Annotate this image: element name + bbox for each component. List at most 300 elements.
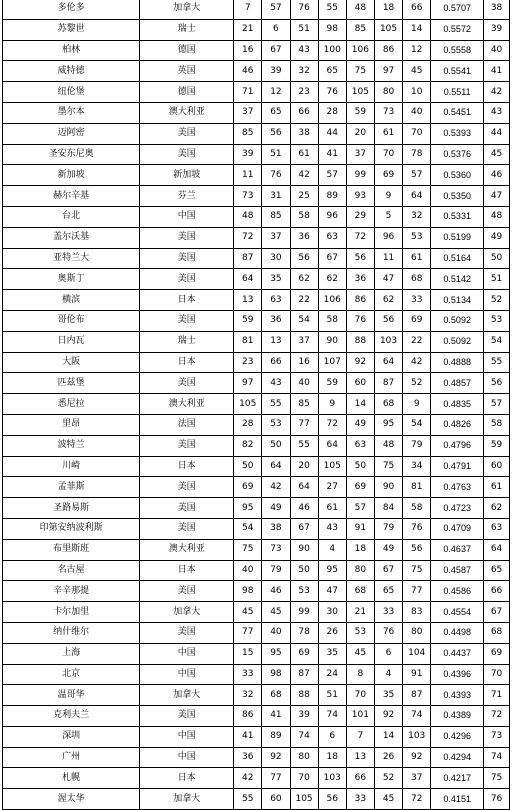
indicator-1-cell: 98 bbox=[234, 581, 262, 602]
indicator-3-cell: 66 bbox=[290, 102, 318, 123]
indicator-6-cell: 68 bbox=[374, 394, 402, 415]
indicator-6-cell: 79 bbox=[374, 518, 402, 539]
rank-cell: 76 bbox=[484, 789, 510, 810]
indicator-6-cell: 61 bbox=[374, 123, 402, 144]
rank-cell: 73 bbox=[484, 726, 510, 747]
indicator-5-cell: 99 bbox=[346, 165, 374, 186]
rank-cell: 53 bbox=[484, 310, 510, 331]
rank-cell: 38 bbox=[484, 0, 510, 19]
indicator-5-cell: 105 bbox=[346, 82, 374, 103]
indicator-7-cell: 69 bbox=[403, 310, 431, 331]
city-cell: 深圳 bbox=[3, 726, 140, 747]
indicator-1-cell: 86 bbox=[234, 706, 262, 727]
indicator-1-cell: 50 bbox=[234, 456, 262, 477]
indicator-7-cell: 64 bbox=[403, 186, 431, 207]
city-cell: 上海 bbox=[3, 643, 140, 664]
indicator-7-cell: 42 bbox=[403, 352, 431, 373]
table-row bbox=[3, 102, 510, 123]
score-cell: 0.5164 bbox=[431, 248, 484, 269]
score-cell: 0.4587 bbox=[431, 560, 484, 581]
indicator-7-cell: 53 bbox=[403, 227, 431, 248]
indicator-1-cell: 15 bbox=[234, 643, 262, 664]
indicator-7-cell: 75 bbox=[403, 560, 431, 581]
city-cell: 纳什维尔 bbox=[3, 622, 140, 643]
country-cell: 美国 bbox=[140, 498, 234, 519]
indicator-7-cell: 58 bbox=[403, 498, 431, 519]
country-cell: 美国 bbox=[140, 269, 234, 290]
table-row bbox=[3, 685, 510, 706]
city-cell: 辛辛那提 bbox=[3, 581, 140, 602]
table-row bbox=[3, 456, 510, 477]
indicator-4-cell: 105 bbox=[318, 456, 346, 477]
indicator-4-cell: 28 bbox=[318, 102, 346, 123]
indicator-7-cell: 12 bbox=[403, 40, 431, 61]
indicator-2-cell: 37 bbox=[262, 227, 290, 248]
indicator-4-cell: 100 bbox=[318, 40, 346, 61]
indicator-3-cell: 50 bbox=[290, 560, 318, 581]
indicator-4-cell: 24 bbox=[318, 664, 346, 685]
city-cell: 奥斯丁 bbox=[3, 269, 140, 290]
indicator-7-cell: 37 bbox=[403, 768, 431, 789]
city-cell: 纽伦堡 bbox=[3, 82, 140, 103]
city-cell: 迈阿密 bbox=[3, 123, 140, 144]
indicator-6-cell: 84 bbox=[374, 498, 402, 519]
indicator-5-cell: 48 bbox=[346, 0, 374, 19]
city-cell: 圣安东尼奥 bbox=[3, 144, 140, 165]
indicator-5-cell: 50 bbox=[346, 456, 374, 477]
score-cell: 0.4437 bbox=[431, 643, 484, 664]
indicator-3-cell: 40 bbox=[290, 373, 318, 394]
city-cell: 威特徳 bbox=[3, 61, 140, 82]
indicator-3-cell: 37 bbox=[290, 331, 318, 352]
country-cell: 美国 bbox=[140, 706, 234, 727]
indicator-7-cell: 45 bbox=[403, 61, 431, 82]
table-row bbox=[3, 706, 510, 727]
rank-cell: 52 bbox=[484, 290, 510, 311]
country-cell: 中国 bbox=[140, 747, 234, 768]
indicator-6-cell: 70 bbox=[374, 144, 402, 165]
indicator-5-cell: 85 bbox=[346, 19, 374, 40]
table-row bbox=[3, 768, 510, 789]
score-cell: 0.5360 bbox=[431, 165, 484, 186]
country-cell: 日本 bbox=[140, 352, 234, 373]
city-cell: 名古屋 bbox=[3, 560, 140, 581]
indicator-3-cell: 90 bbox=[290, 539, 318, 560]
country-cell: 美国 bbox=[140, 518, 234, 539]
indicator-1-cell: 64 bbox=[234, 269, 262, 290]
indicator-1-cell: 75 bbox=[234, 539, 262, 560]
indicator-6-cell: 95 bbox=[374, 414, 402, 435]
indicator-7-cell: 66 bbox=[403, 0, 431, 19]
score-cell: 0.5092 bbox=[431, 331, 484, 352]
country-cell: 中国 bbox=[140, 206, 234, 227]
indicator-1-cell: 21 bbox=[234, 19, 262, 40]
indicator-3-cell: 88 bbox=[290, 685, 318, 706]
table-row bbox=[3, 331, 510, 352]
indicator-7-cell: 57 bbox=[403, 165, 431, 186]
table-row bbox=[3, 435, 510, 456]
indicator-5-cell: 21 bbox=[346, 602, 374, 623]
rank-cell: 41 bbox=[484, 61, 510, 82]
indicator-6-cell: 18 bbox=[374, 0, 402, 19]
indicator-7-cell: 40 bbox=[403, 102, 431, 123]
score-cell: 0.4888 bbox=[431, 352, 484, 373]
indicator-2-cell: 89 bbox=[262, 726, 290, 747]
indicator-4-cell: 59 bbox=[318, 373, 346, 394]
indicator-2-cell: 65 bbox=[262, 102, 290, 123]
indicator-2-cell: 66 bbox=[262, 352, 290, 373]
indicator-1-cell: 36 bbox=[234, 747, 262, 768]
city-cell: 卡尔加里 bbox=[3, 602, 140, 623]
indicator-4-cell: 27 bbox=[318, 477, 346, 498]
table-row bbox=[3, 269, 510, 290]
rank-cell: 49 bbox=[484, 227, 510, 248]
indicator-4-cell: 89 bbox=[318, 186, 346, 207]
country-cell: 美国 bbox=[140, 581, 234, 602]
indicator-2-cell: 67 bbox=[262, 40, 290, 61]
indicator-6-cell: 69 bbox=[374, 165, 402, 186]
indicator-3-cell: 70 bbox=[290, 768, 318, 789]
indicator-2-cell: 98 bbox=[262, 664, 290, 685]
indicator-1-cell: 85 bbox=[234, 123, 262, 144]
rank-cell: 66 bbox=[484, 581, 510, 602]
indicator-5-cell: 7 bbox=[346, 726, 374, 747]
score-cell: 0.5572 bbox=[431, 19, 484, 40]
indicator-2-cell: 30 bbox=[262, 248, 290, 269]
score-cell: 0.5199 bbox=[431, 227, 484, 248]
indicator-1-cell: 71 bbox=[234, 82, 262, 103]
table-row bbox=[3, 789, 510, 810]
rank-cell: 71 bbox=[484, 685, 510, 706]
score-cell: 0.4791 bbox=[431, 456, 484, 477]
city-cell: 柏林 bbox=[3, 40, 140, 61]
indicator-2-cell: 36 bbox=[262, 310, 290, 331]
score-cell: 0.4393 bbox=[431, 685, 484, 706]
indicator-6-cell: 9 bbox=[374, 186, 402, 207]
country-cell: 新加坡 bbox=[140, 165, 234, 186]
city-cell: 哥伦布 bbox=[3, 310, 140, 331]
city-cell: 波特兰 bbox=[3, 435, 140, 456]
country-cell: 英国 bbox=[140, 61, 234, 82]
indicator-2-cell: 50 bbox=[262, 435, 290, 456]
rank-cell: 48 bbox=[484, 206, 510, 227]
indicator-2-cell: 41 bbox=[262, 706, 290, 727]
indicator-3-cell: 64 bbox=[290, 477, 318, 498]
city-cell: 川崎 bbox=[3, 456, 140, 477]
score-cell: 0.4294 bbox=[431, 747, 484, 768]
indicator-3-cell: 25 bbox=[290, 186, 318, 207]
indicator-2-cell: 51 bbox=[262, 144, 290, 165]
indicator-5-cell: 72 bbox=[346, 227, 374, 248]
city-cell: 北京 bbox=[3, 664, 140, 685]
rank-cell: 56 bbox=[484, 373, 510, 394]
indicator-6-cell: 5 bbox=[374, 206, 402, 227]
indicator-7-cell: 33 bbox=[403, 290, 431, 311]
indicator-3-cell: 16 bbox=[290, 352, 318, 373]
table-row bbox=[3, 394, 510, 415]
table-row bbox=[3, 414, 510, 435]
city-cell: 札幌 bbox=[3, 768, 140, 789]
score-cell: 0.4763 bbox=[431, 477, 484, 498]
indicator-4-cell: 41 bbox=[318, 144, 346, 165]
indicator-5-cell: 106 bbox=[346, 40, 374, 61]
score-cell: 0.4857 bbox=[431, 373, 484, 394]
indicator-5-cell: 18 bbox=[346, 539, 374, 560]
city-cell: 盖尔沃基 bbox=[3, 227, 140, 248]
score-cell: 0.5092 bbox=[431, 310, 484, 331]
city-cell: 悉尼拉 bbox=[3, 394, 140, 415]
country-cell: 加拿大 bbox=[140, 685, 234, 706]
indicator-4-cell: 67 bbox=[318, 248, 346, 269]
indicator-4-cell: 76 bbox=[318, 82, 346, 103]
indicator-1-cell: 23 bbox=[234, 352, 262, 373]
indicator-6-cell: 76 bbox=[374, 622, 402, 643]
indicator-5-cell: 101 bbox=[346, 706, 374, 727]
indicator-5-cell: 76 bbox=[346, 310, 374, 331]
country-cell: 加拿大 bbox=[140, 602, 234, 623]
country-cell: 美国 bbox=[140, 435, 234, 456]
country-cell: 美国 bbox=[140, 373, 234, 394]
indicator-4-cell: 26 bbox=[318, 622, 346, 643]
indicator-6-cell: 97 bbox=[374, 61, 402, 82]
score-cell: 0.5541 bbox=[431, 61, 484, 82]
rank-cell: 42 bbox=[484, 82, 510, 103]
table-row bbox=[3, 726, 510, 747]
table-row bbox=[3, 622, 510, 643]
indicator-2-cell: 12 bbox=[262, 82, 290, 103]
rank-cell: 62 bbox=[484, 498, 510, 519]
rank-cell: 59 bbox=[484, 435, 510, 456]
city-cell: 渥太华 bbox=[3, 789, 140, 810]
score-cell: 0.5376 bbox=[431, 144, 484, 165]
indicator-3-cell: 77 bbox=[290, 414, 318, 435]
rank-cell: 72 bbox=[484, 706, 510, 727]
indicator-4-cell: 47 bbox=[318, 581, 346, 602]
indicator-5-cell: 70 bbox=[346, 685, 374, 706]
indicator-1-cell: 97 bbox=[234, 373, 262, 394]
indicator-7-cell: 77 bbox=[403, 581, 431, 602]
indicator-5-cell: 93 bbox=[346, 186, 374, 207]
rank-cell: 57 bbox=[484, 394, 510, 415]
indicator-4-cell: 95 bbox=[318, 560, 346, 581]
indicator-1-cell: 32 bbox=[234, 685, 262, 706]
indicator-3-cell: 46 bbox=[290, 498, 318, 519]
country-cell: 日本 bbox=[140, 290, 234, 311]
indicator-3-cell: 54 bbox=[290, 310, 318, 331]
indicator-6-cell: 65 bbox=[374, 581, 402, 602]
indicator-5-cell: 8 bbox=[346, 664, 374, 685]
indicator-3-cell: 23 bbox=[290, 82, 318, 103]
city-ranking-table bbox=[2, 0, 510, 810]
indicator-5-cell: 75 bbox=[346, 61, 374, 82]
score-cell: 0.5331 bbox=[431, 206, 484, 227]
indicator-3-cell: 38 bbox=[290, 123, 318, 144]
indicator-1-cell: 95 bbox=[234, 498, 262, 519]
table-row bbox=[3, 19, 510, 40]
score-cell: 0.5511 bbox=[431, 82, 484, 103]
indicator-2-cell: 31 bbox=[262, 186, 290, 207]
city-cell: 圣路易斯 bbox=[3, 498, 140, 519]
indicator-3-cell: 76 bbox=[290, 0, 318, 19]
indicator-3-cell: 58 bbox=[290, 206, 318, 227]
indicator-1-cell: 82 bbox=[234, 435, 262, 456]
indicator-1-cell: 46 bbox=[234, 61, 262, 82]
indicator-5-cell: 80 bbox=[346, 560, 374, 581]
indicator-3-cell: 99 bbox=[290, 602, 318, 623]
indicator-3-cell: 55 bbox=[290, 435, 318, 456]
indicator-1-cell: 54 bbox=[234, 518, 262, 539]
indicator-6-cell: 90 bbox=[374, 477, 402, 498]
indicator-4-cell: 35 bbox=[318, 643, 346, 664]
rank-cell: 58 bbox=[484, 414, 510, 435]
indicator-1-cell: 72 bbox=[234, 227, 262, 248]
indicator-4-cell: 72 bbox=[318, 414, 346, 435]
table-row bbox=[3, 747, 510, 768]
rank-cell: 44 bbox=[484, 123, 510, 144]
indicator-5-cell: 63 bbox=[346, 435, 374, 456]
country-cell: 瑞士 bbox=[140, 19, 234, 40]
score-cell: 0.4296 bbox=[431, 726, 484, 747]
indicator-1-cell: 55 bbox=[234, 789, 262, 810]
city-cell: 赫尔辛基 bbox=[3, 186, 140, 207]
indicator-3-cell: 80 bbox=[290, 747, 318, 768]
indicator-4-cell: 90 bbox=[318, 331, 346, 352]
table-row bbox=[3, 248, 510, 269]
country-cell: 日本 bbox=[140, 560, 234, 581]
indicator-4-cell: 98 bbox=[318, 19, 346, 40]
country-cell: 美国 bbox=[140, 123, 234, 144]
table-row bbox=[3, 581, 510, 602]
table-row bbox=[3, 539, 510, 560]
indicator-3-cell: 67 bbox=[290, 518, 318, 539]
city-cell: 布里斯班 bbox=[3, 539, 140, 560]
country-cell: 美国 bbox=[140, 477, 234, 498]
indicator-2-cell: 77 bbox=[262, 768, 290, 789]
indicator-3-cell: 74 bbox=[290, 726, 318, 747]
table-row bbox=[3, 0, 510, 19]
indicator-6-cell: 86 bbox=[374, 40, 402, 61]
score-cell: 0.5350 bbox=[431, 186, 484, 207]
indicator-6-cell: 105 bbox=[374, 19, 402, 40]
score-cell: 0.4709 bbox=[431, 518, 484, 539]
indicator-2-cell: 95 bbox=[262, 643, 290, 664]
indicator-7-cell: 79 bbox=[403, 435, 431, 456]
indicator-2-cell: 56 bbox=[262, 123, 290, 144]
score-cell: 0.4498 bbox=[431, 622, 484, 643]
indicator-1-cell: 73 bbox=[234, 186, 262, 207]
indicator-1-cell: 28 bbox=[234, 414, 262, 435]
indicator-5-cell: 20 bbox=[346, 123, 374, 144]
indicator-5-cell: 49 bbox=[346, 414, 374, 435]
city-cell: 克利夫兰 bbox=[3, 706, 140, 727]
indicator-4-cell: 51 bbox=[318, 685, 346, 706]
indicator-7-cell: 74 bbox=[403, 706, 431, 727]
indicator-1-cell: 33 bbox=[234, 664, 262, 685]
country-cell: 中国 bbox=[140, 726, 234, 747]
country-cell: 德国 bbox=[140, 40, 234, 61]
country-cell: 美国 bbox=[140, 248, 234, 269]
indicator-7-cell: 68 bbox=[403, 269, 431, 290]
indicator-4-cell: 63 bbox=[318, 227, 346, 248]
indicator-3-cell: 62 bbox=[290, 269, 318, 290]
country-cell: 中国 bbox=[140, 664, 234, 685]
indicator-2-cell: 73 bbox=[262, 539, 290, 560]
indicator-6-cell: 52 bbox=[374, 768, 402, 789]
indicator-3-cell: 53 bbox=[290, 581, 318, 602]
indicator-5-cell: 33 bbox=[346, 789, 374, 810]
table-row bbox=[3, 186, 510, 207]
indicator-7-cell: 32 bbox=[403, 206, 431, 227]
indicator-3-cell: 51 bbox=[290, 19, 318, 40]
country-cell: 澳大利亚 bbox=[140, 539, 234, 560]
indicator-1-cell: 45 bbox=[234, 602, 262, 623]
indicator-5-cell: 37 bbox=[346, 144, 374, 165]
indicator-5-cell: 66 bbox=[346, 768, 374, 789]
city-cell: 墨尔本 bbox=[3, 102, 140, 123]
rank-cell: 69 bbox=[484, 643, 510, 664]
country-cell: 美国 bbox=[140, 622, 234, 643]
rank-cell: 39 bbox=[484, 19, 510, 40]
indicator-3-cell: 87 bbox=[290, 664, 318, 685]
indicator-4-cell: 6 bbox=[318, 726, 346, 747]
indicator-7-cell: 34 bbox=[403, 456, 431, 477]
indicator-4-cell: 55 bbox=[318, 0, 346, 19]
indicator-6-cell: 96 bbox=[374, 227, 402, 248]
indicator-5-cell: 69 bbox=[346, 477, 374, 498]
indicator-2-cell: 42 bbox=[262, 477, 290, 498]
indicator-2-cell: 40 bbox=[262, 622, 290, 643]
indicator-2-cell: 43 bbox=[262, 373, 290, 394]
indicator-3-cell: 78 bbox=[290, 622, 318, 643]
table-row bbox=[3, 206, 510, 227]
score-cell: 0.4396 bbox=[431, 664, 484, 685]
indicator-3-cell: 69 bbox=[290, 643, 318, 664]
table-row bbox=[3, 498, 510, 519]
table-row bbox=[3, 227, 510, 248]
table-row bbox=[3, 373, 510, 394]
indicator-4-cell: 62 bbox=[318, 269, 346, 290]
indicator-6-cell: 62 bbox=[374, 290, 402, 311]
table-row bbox=[3, 40, 510, 61]
city-cell: 横滨 bbox=[3, 290, 140, 311]
indicator-2-cell: 35 bbox=[262, 269, 290, 290]
country-cell: 加拿大 bbox=[140, 789, 234, 810]
indicator-6-cell: 35 bbox=[374, 685, 402, 706]
indicator-3-cell: 32 bbox=[290, 61, 318, 82]
table-row bbox=[3, 643, 510, 664]
city-cell: 温哥华 bbox=[3, 685, 140, 706]
indicator-2-cell: 45 bbox=[262, 602, 290, 623]
score-cell: 0.4796 bbox=[431, 435, 484, 456]
indicator-2-cell: 85 bbox=[262, 206, 290, 227]
indicator-3-cell: 85 bbox=[290, 394, 318, 415]
table-row bbox=[3, 144, 510, 165]
indicator-5-cell: 14 bbox=[346, 394, 374, 415]
indicator-6-cell: 6 bbox=[374, 643, 402, 664]
indicator-1-cell: 59 bbox=[234, 310, 262, 331]
indicator-5-cell: 29 bbox=[346, 206, 374, 227]
indicator-2-cell: 63 bbox=[262, 290, 290, 311]
indicator-6-cell: 80 bbox=[374, 82, 402, 103]
table-row bbox=[3, 123, 510, 144]
city-cell: 苏黎世 bbox=[3, 19, 140, 40]
indicator-4-cell: 9 bbox=[318, 394, 346, 415]
indicator-6-cell: 14 bbox=[374, 726, 402, 747]
indicator-1-cell: 37 bbox=[234, 102, 262, 123]
rank-cell: 65 bbox=[484, 560, 510, 581]
indicator-6-cell: 48 bbox=[374, 435, 402, 456]
indicator-7-cell: 61 bbox=[403, 248, 431, 269]
